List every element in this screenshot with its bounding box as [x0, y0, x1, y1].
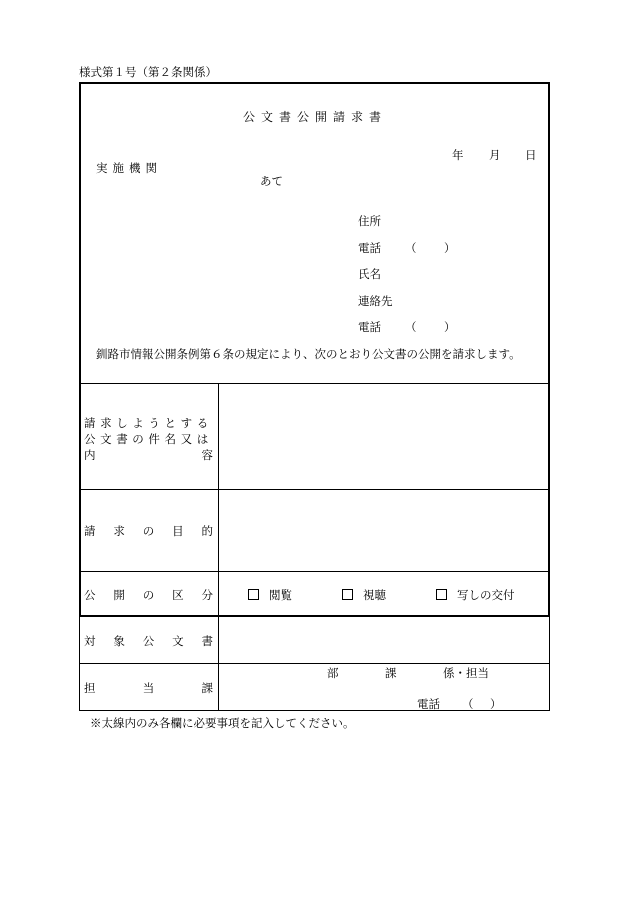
subject-label-line2: 公文書の件名又は [84, 432, 213, 446]
addressee-suffix: あて [260, 174, 283, 188]
divider-subject [79, 489, 550, 490]
label-char: 文 [172, 634, 184, 648]
label-char: 当 [142, 681, 155, 695]
option-label: 写しの交付 [457, 588, 515, 602]
label-char: の [142, 524, 155, 538]
label-char: 象 [113, 634, 125, 648]
instruction-note: ※太線内のみ各欄に必要事項を記入してください。 [90, 716, 355, 730]
contact-paren-open: （ [405, 320, 417, 334]
date-day[interactable]: 日 [525, 148, 537, 162]
divider-target [79, 663, 550, 664]
label-char: 求 [113, 524, 125, 538]
dept-phone-label: 電話 [417, 697, 440, 711]
form-number: 様式第１号（第２条関係） [79, 65, 217, 79]
label-column-divider [218, 383, 219, 711]
date-month[interactable]: 月 [489, 148, 501, 162]
option-audiovisual[interactable] [342, 587, 386, 603]
checkbox-icon[interactable] [342, 589, 353, 600]
label-char: 請 [84, 524, 96, 538]
subject-label-line3 [84, 447, 213, 463]
label-char: 公 [142, 634, 155, 648]
target-doc-label [84, 633, 213, 649]
label-char: 対 [84, 634, 96, 648]
checkbox-icon[interactable] [436, 589, 447, 600]
purpose-input-area[interactable] [220, 491, 548, 570]
subject-label-line1: 請求しようとする [84, 416, 213, 430]
name-label[interactable]: 氏名 [358, 267, 381, 281]
label-char: 目 [172, 524, 184, 538]
subject-input-area[interactable] [220, 385, 548, 488]
contact-phone-label[interactable]: 電話 [358, 320, 381, 334]
divider-purpose [79, 571, 550, 572]
label-char: 書 [201, 634, 213, 648]
label-char: 公 [84, 588, 96, 602]
agency-label: 実施機関 [96, 161, 162, 175]
subject-label-char: 内 [84, 448, 96, 462]
address-label[interactable]: 住所 [358, 214, 381, 228]
phone-label[interactable]: 電話 [358, 241, 381, 255]
divider-header [79, 383, 550, 384]
phone-paren-open: （ [405, 241, 417, 255]
request-statement: 釧路市情報公開条例第６条の規定により、次のとおり公文書の公開を請求します。 [96, 347, 521, 361]
contact-paren-close: ） [444, 320, 456, 334]
dept-paren-close: ） [490, 697, 502, 711]
label-char: 担 [84, 681, 96, 695]
purpose-label [84, 523, 213, 539]
label-char: 分 [201, 588, 213, 602]
option-view[interactable] [248, 587, 292, 603]
contact-label[interactable]: 連絡先 [358, 294, 393, 308]
dept-paren-open: （ [462, 697, 474, 711]
dept-bu: 部 [327, 666, 339, 680]
label-char: 開 [113, 588, 125, 602]
checkbox-icon[interactable] [248, 589, 259, 600]
date-year[interactable]: 年 [452, 148, 464, 162]
subject-label-char: 容 [201, 448, 213, 462]
dept-ka: 課 [385, 666, 397, 680]
label-char: 的 [201, 524, 213, 538]
dept-label [84, 680, 213, 696]
dept-kakari: 係・担当 [443, 666, 489, 680]
label-char: 課 [201, 681, 213, 695]
phone-paren-close: ） [444, 241, 456, 255]
target-doc-area[interactable] [220, 619, 548, 662]
option-copy[interactable] [436, 587, 515, 603]
form-title: 公文書公開請求書 [242, 110, 387, 124]
option-label: 閲覧 [269, 588, 292, 602]
option-label: 視聴 [363, 588, 386, 602]
subject-label [84, 415, 213, 463]
label-char: 区 [172, 588, 184, 602]
method-label [84, 587, 213, 603]
label-char: の [142, 588, 155, 602]
